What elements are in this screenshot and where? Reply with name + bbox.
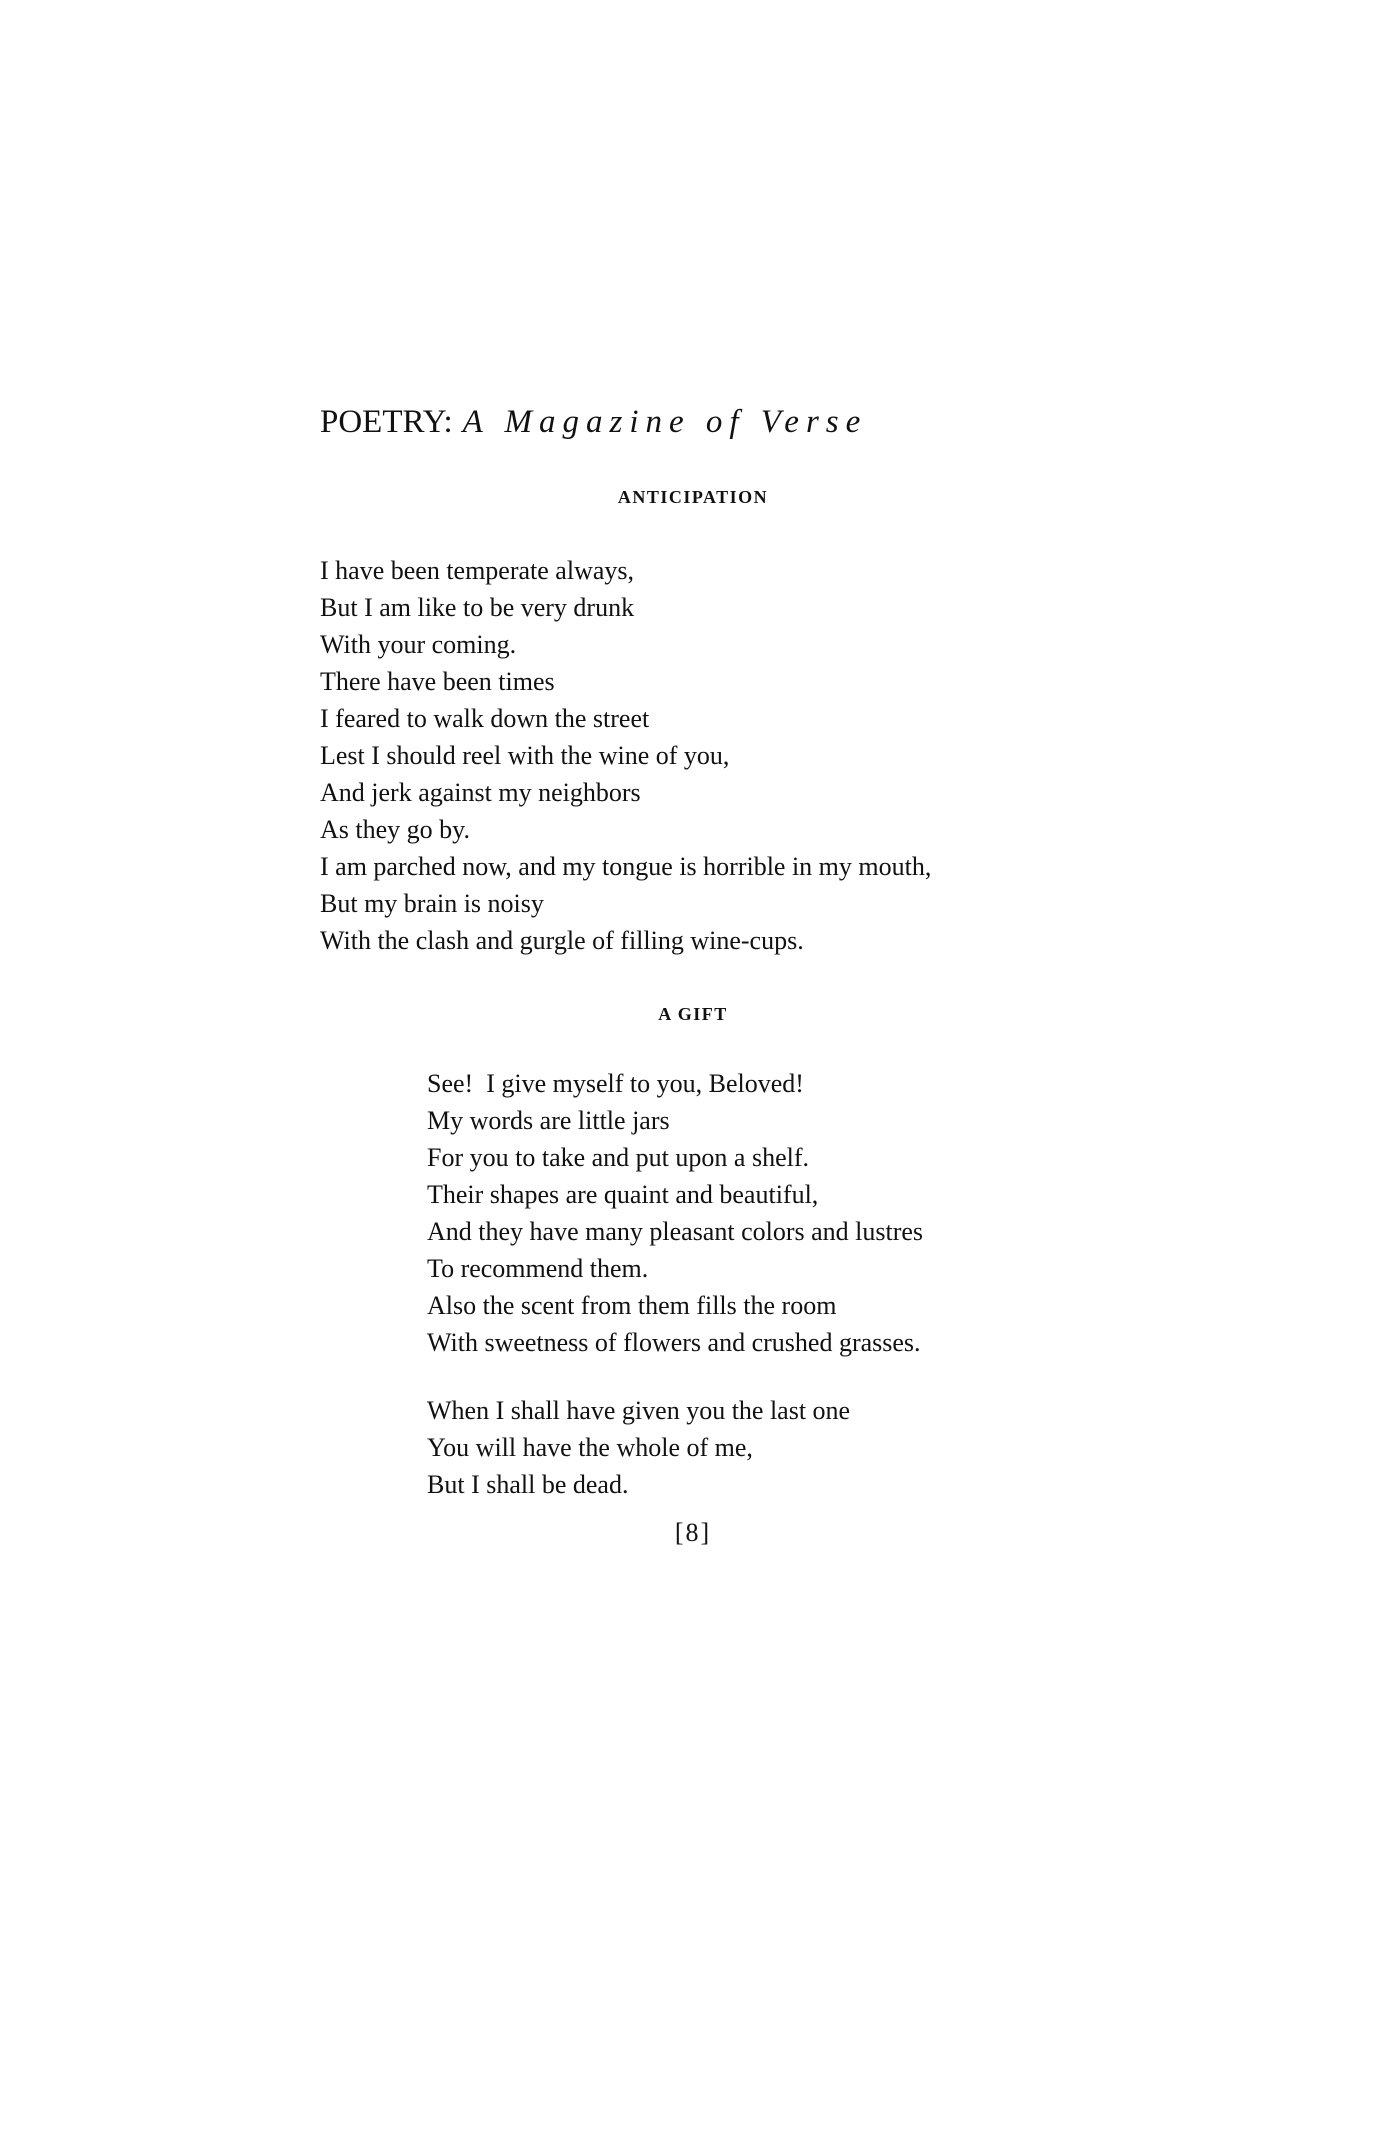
poem-line: I have been temperate always, <box>320 556 635 585</box>
poem-a-gift <box>427 1065 923 1503</box>
poem-line: With your coming. <box>320 630 517 659</box>
poem-line: Lest I should reel with the wine of you, <box>320 741 730 770</box>
page-number: [8] <box>674 1518 712 1547</box>
poem-line: With sweetness of flowers and crushed grasses. <box>427 1328 921 1357</box>
magazine-subtitle: A Magazine of Verse <box>462 404 868 440</box>
poem-line: When I shall have given you the last one <box>427 1396 851 1425</box>
poem-line: But I shall be dead. <box>427 1470 629 1499</box>
stanza-break <box>427 1361 923 1392</box>
poem-line: You will have the whole of me, <box>427 1433 753 1462</box>
poem-line: There have been times <box>320 667 555 696</box>
poem-line: As they go by. <box>320 815 470 844</box>
poem-line: With the clash and gurgle of filling wine-cups. <box>320 926 804 955</box>
poem-line: Also the scent from them fills the room <box>427 1291 837 1320</box>
poem-title-a-gift: A GIFT <box>658 1004 728 1024</box>
poem-line: To recommend them. <box>427 1254 649 1283</box>
running-header <box>320 404 867 441</box>
poem-line: See! I give myself to you, Beloved! <box>427 1069 804 1098</box>
poem-anticipation <box>320 552 931 959</box>
poem-line: Their shapes are quaint and beautiful, <box>427 1180 819 1209</box>
poem-line: My words are little jars <box>427 1106 670 1135</box>
poem-line: But I am like to be very drunk <box>320 593 635 622</box>
poem-line: And they have many pleasant colors and lustres <box>427 1217 924 1246</box>
magazine-name: POETRY: <box>320 404 453 440</box>
poem-line: And jerk against my neighbors <box>320 778 641 807</box>
poem-line: I am parched now, and my tongue is horrible in my mouth, <box>320 852 932 881</box>
poem-title-anticipation: ANTICIPATION <box>617 487 769 507</box>
poem-line: I feared to walk down the street <box>320 704 650 733</box>
poem-line: But my brain is noisy <box>320 889 544 918</box>
poem-line: For you to take and put upon a shelf. <box>427 1143 809 1172</box>
